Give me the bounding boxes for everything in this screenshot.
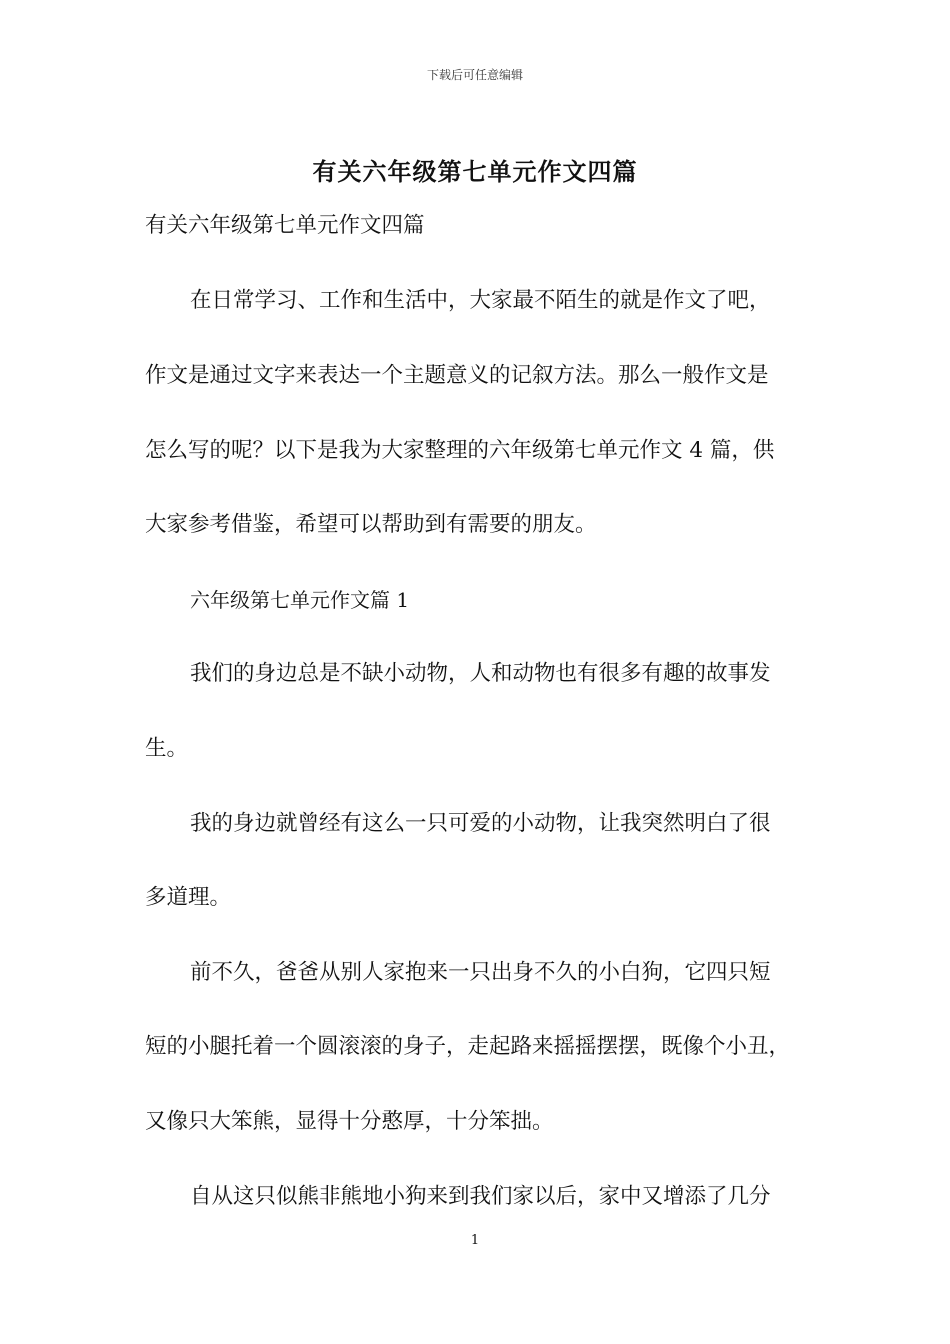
paragraph-line: 生。 bbox=[145, 736, 189, 761]
paragraph-line: 在日常学习、工作和生活中，大家最不陌生的就是作文了吧， bbox=[190, 288, 771, 313]
page-header: 下载后可任意编辑 bbox=[426, 68, 523, 82]
paragraph-line: 短的小腿托着一个圆滚滚的身子，走起路来摇摇摆摆，既像个小丑， bbox=[145, 1034, 791, 1059]
paragraph-line: 怎么写的呢？以下是我为大家整理的六年级第七单元作文 4 篇，供 bbox=[145, 438, 775, 463]
paragraph-line: 我们的身边总是不缺小动物，人和动物也有很多有趣的故事发 bbox=[190, 661, 771, 686]
subtitle-line: 有关六年级第七单元作文四篇 bbox=[145, 213, 425, 238]
paragraph-line: 又像只大笨熊，显得十分憨厚，十分笨拙。 bbox=[145, 1109, 554, 1134]
paragraph-line: 自从这只似熊非熊地小狗来到我们家以后，家中又增添了几分 bbox=[190, 1184, 771, 1209]
section-heading: 六年级第七单元作文篇 1 bbox=[190, 588, 410, 612]
page-number: 1 bbox=[470, 1233, 480, 1248]
document-title: 有关六年级第七单元作文四篇 bbox=[312, 157, 638, 186]
paragraph-line: 我的身边就曾经有这么一只可爱的小动物，让我突然明白了很 bbox=[190, 811, 771, 836]
paragraph-line: 大家参考借鉴，希望可以帮助到有需要的朋友。 bbox=[145, 512, 597, 537]
paragraph-line: 前不久，爸爸从别人家抱来一只出身不久的小白狗，它四只短 bbox=[190, 960, 771, 985]
paragraph-line: 多道理。 bbox=[145, 885, 232, 910]
paragraph-line: 作文是通过文字来表达一个主题意义的记叙方法。那么一般作文是 bbox=[145, 363, 769, 388]
